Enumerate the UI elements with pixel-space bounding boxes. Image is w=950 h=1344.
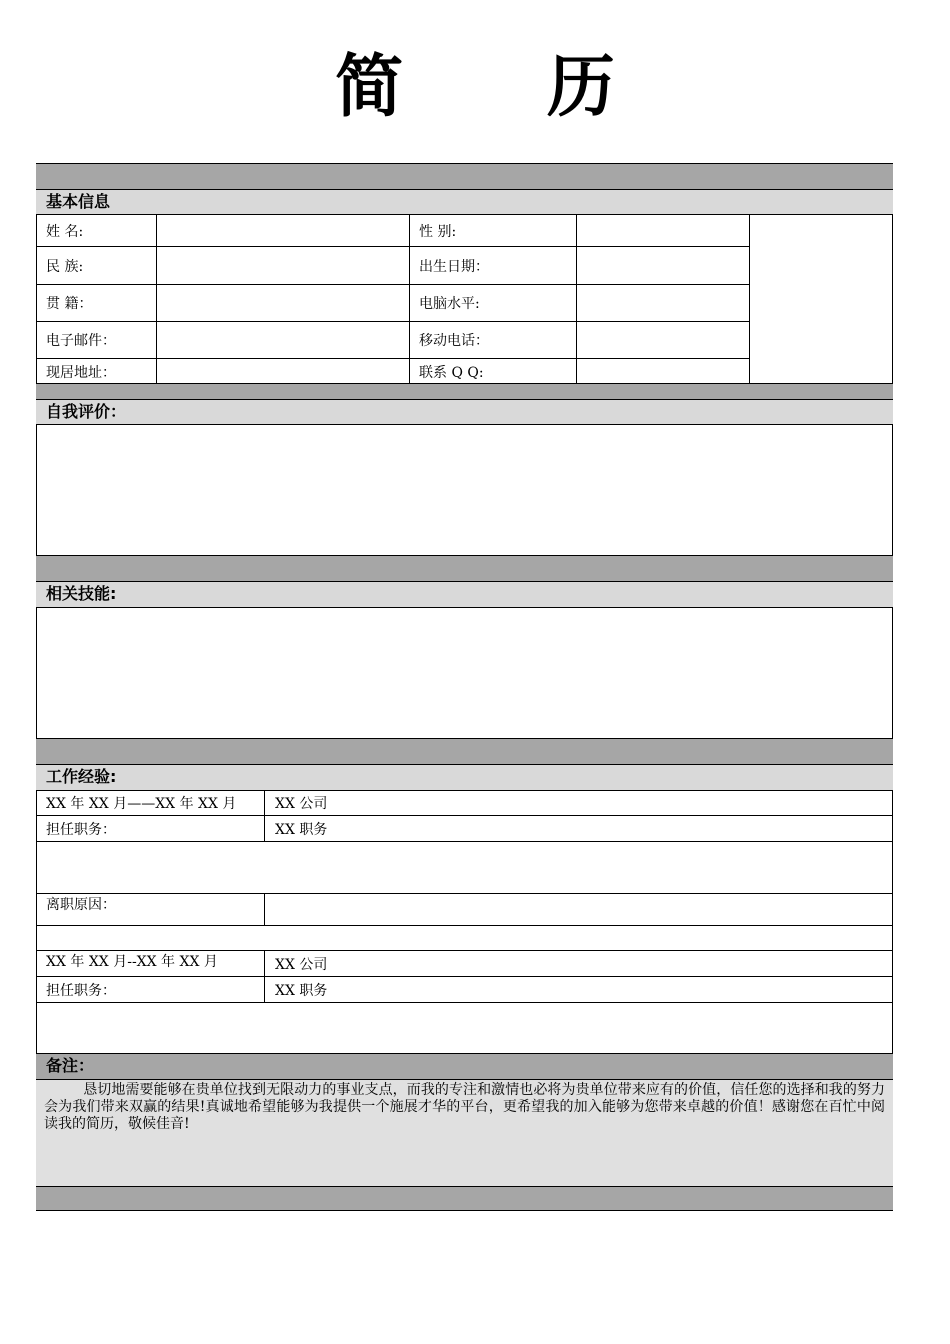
email-label: 电子邮件：	[46, 333, 116, 349]
address-field[interactable]	[157, 359, 409, 384]
spacer-row	[36, 926, 893, 950]
mobile-field[interactable]	[577, 322, 749, 358]
email-field[interactable]	[157, 322, 409, 358]
section-remarks: 备注：	[36, 1053, 893, 1080]
ethnicity-field[interactable]	[157, 247, 409, 284]
page-title: 简 历	[335, 48, 675, 127]
qq-field[interactable]	[577, 359, 749, 384]
remarks-text: 恳切地需要能够在贵单位找到无限动力的事业支点，而我的专注和激情也必将为贵单位带来应有的价值，信任您的选择和我的努力会为我们带来双赢的结果!真诚地希望能够为我提供一个施展才华的平台，更希望我的加入能够为您带来卓越的价值！感谢您在百忙中阅读我的简历，敬候佳音!	[36, 1080, 893, 1186]
section-skills: 相关技能:	[36, 582, 893, 608]
band-top	[36, 163, 893, 190]
skills-area[interactable]	[37, 608, 892, 738]
section-basic-info: 基本信息	[36, 190, 893, 215]
mobile-label: 移动电话：	[419, 333, 489, 349]
section-self-evaluation: 自我评价：	[36, 400, 893, 425]
ethnicity-label: 民 族:	[46, 258, 84, 275]
band-bottom	[36, 1186, 893, 1211]
job2-position-label: 担任职务：	[46, 982, 116, 999]
band-self-eval	[36, 383, 893, 400]
job1-description-area[interactable]	[36, 842, 893, 893]
qq-label: 联系 Q Q:	[419, 364, 484, 381]
band-work	[36, 738, 893, 765]
job1-period: XX 年 XX 月——XX 年 XX 月	[46, 796, 237, 812]
birth-date-label: 出生日期：	[419, 258, 489, 275]
job1-position: XX 职务	[275, 821, 328, 838]
job1-leave-reason-field[interactable]	[265, 894, 893, 925]
photo-area[interactable]	[750, 215, 893, 384]
job2-description-area[interactable]	[36, 1003, 893, 1053]
name-field[interactable]	[157, 215, 409, 246]
computer-level-field[interactable]	[577, 285, 749, 321]
job1-company: XX 公司	[275, 796, 328, 812]
address-label: 现居地址：	[46, 364, 116, 381]
section-work-experience: 工作经验:	[36, 765, 893, 791]
gender-label: 性 别:	[419, 223, 457, 240]
job1-leave-reason-label: 离职原因：	[46, 897, 116, 913]
job2-period: XX 年 XX 月--XX 年 XX 月	[46, 954, 218, 970]
band-skills	[36, 555, 893, 582]
computer-level-label: 电脑水平:	[419, 296, 480, 312]
native-place-label: 贯 籍：	[46, 296, 93, 312]
self-evaluation-area[interactable]	[37, 425, 892, 555]
job1-position-label: 担任职务：	[46, 821, 116, 838]
job2-position: XX 职务	[275, 982, 328, 999]
native-place-field[interactable]	[157, 285, 409, 321]
birth-date-field[interactable]	[577, 247, 749, 284]
job2-company: XX 公司	[275, 956, 328, 973]
gender-field[interactable]	[577, 215, 749, 246]
name-label: 姓 名:	[46, 223, 84, 240]
